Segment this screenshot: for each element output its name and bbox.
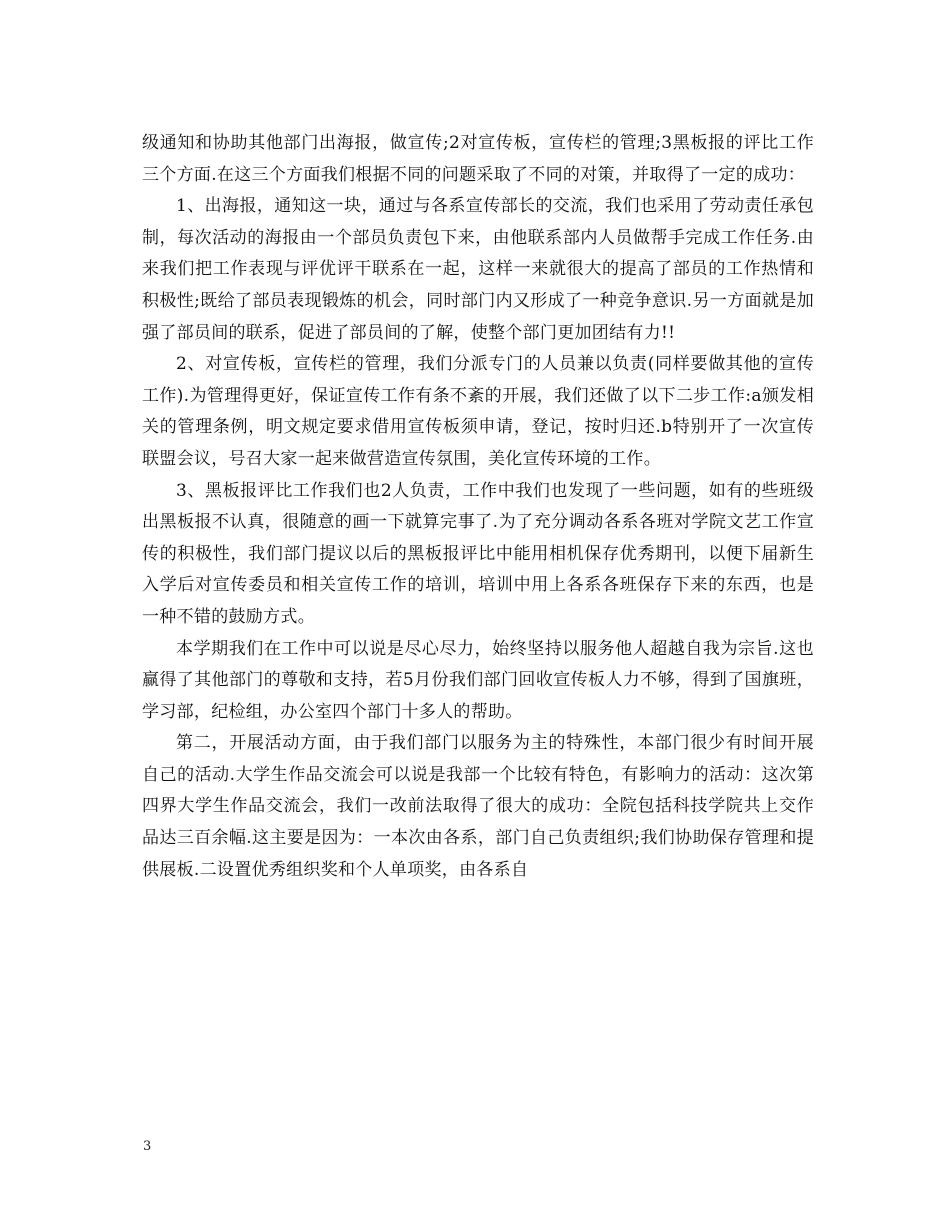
- page-number: 3: [143, 1139, 152, 1154]
- paragraph: 1、出海报，通知这一块，通过与各系宣传部长的交流，我们也采用了劳动责任承包制，每次活动的海报由一个部员负责包下来，由他联系部内人员做帮手完成工作任务.由来我们把工作表现与评优评干联系在一起，这样一来就很大的提高了部员的工作热情和积极性;既给了部员表现锻炼的机会，同时部门内又形成了一种竞争意识.另一方面就是加强了部员间的联系，促进了部员间的了解，使整个部门更加团结有力!!: [142, 196, 814, 343]
- paragraph: 3、黑板报评比工作我们也2人负责，工作中我们也发现了一些问题，如有的些班级出黑板报不认真，很随意的画一下就算完事了.为了充分调动各系各班对学院文艺工作宣传的积极性，我们部门提议以后的黑板报评比中能用相机保存优秀期刊，以便下届新生入学后对宣传委员和相关宣传工作的培训，培训中用上各系各班保存下来的东西，也是一种不错的鼓励方式。: [142, 480, 814, 627]
- document-body: [142, 128, 814, 886]
- paragraph: 2、对宣传板，宣传栏的管理，我们分派专门的人员兼以负责(同样要做其他的宣传工作).为管理得更好，保证宣传工作有条不紊的开展，我们还做了以下二步工作:a颁发相关的管理条例，明文规定要求借用宣传板须申请，登记，按时归还.b特别开了一次宣传联盟会议，号召大家一起来做营造宣传氛围，美化宣传环境的工作。: [142, 354, 814, 469]
- paragraph: 本学期我们在工作中可以说是尽心尽力，始终坚持以服务他人超越自我为宗旨.这也赢得了其他部门的尊敬和支持，若5月份我们部门回收宣传板人力不够，得到了国旗班，学习部，纪检组，办公室四个部门十多人的帮助。: [142, 638, 814, 722]
- paragraph: 级通知和协助其他部门出海报，做宣传;2对宣传板，宣传栏的管理;3黑板报的评比工作三个方面.在这三个方面我们根据不同的问题采取了不同的对策，并取得了一定的成功：: [142, 133, 814, 185]
- paragraph: 第二，开展活动方面，由于我们部门以服务为主的特殊性，本部门很少有时间开展自己的活动.大学生作品交流会可以说是我部一个比较有特色，有影响力的活动：这次第四界大学生作品交流会，我们一改前法取得了很大的成功：全院包括科技学院共上交作品达三百余幅.这主要是因为：一本次由各系，部门自己负责组织;我们协助保存管理和提供展板.二设置优秀组织奖和个人单项奖，由各系自: [142, 733, 814, 880]
